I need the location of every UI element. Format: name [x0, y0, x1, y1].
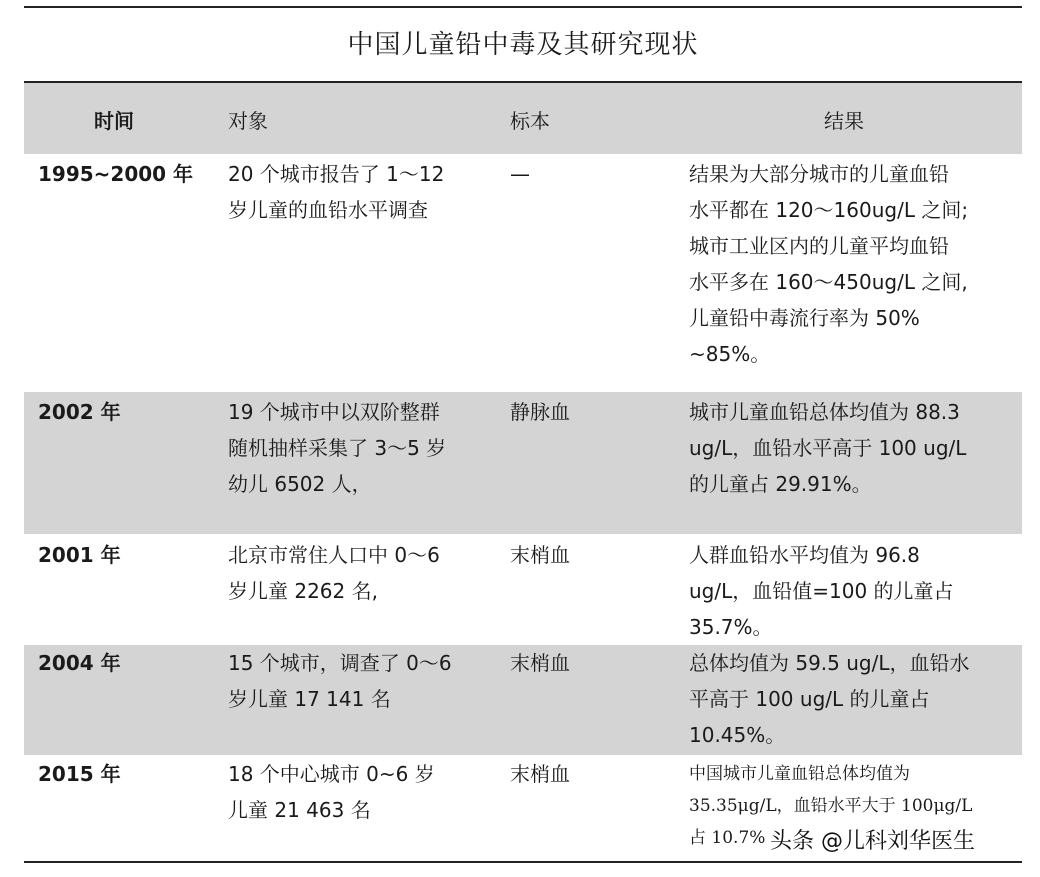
row-specimen: 末梢血 [510, 543, 570, 567]
row-result: 结果为大部分城市的儿童血铅 水平都在 120～160ug/L 之间; 城市工业区内的儿童平均血铅 水平多在 160～450ug/L 之间, 儿童铅中毒流行率为 50% ~85%。 [689, 162, 969, 366]
header-time: 时间 [94, 109, 134, 133]
row-specimen: 静脉血 [510, 400, 570, 424]
row-subject: 18 个中心城市 0~6 岁 儿童 21 463 名 [228, 762, 435, 822]
header-result: 结果 [824, 109, 864, 133]
table-row [24, 537, 1022, 643]
top-rule [24, 6, 1022, 8]
row-subject: 15 个城市，调查了 0～6 岁儿童 17 141 名 [228, 651, 452, 711]
watermark: 头条 @儿科刘华医生 [770, 829, 975, 854]
row-result: 人群血铅水平均值为 96.8 ug/L，血铅值=100 的儿童占 35.7%。 [689, 543, 954, 639]
row-subject: 北京市常住人口中 0～6 岁儿童 2262 名, [228, 543, 440, 603]
row-subject: 20 个城市报告了 1～12 岁儿童的血铅水平调查 [228, 162, 445, 222]
row-time: 2002 年 [38, 400, 121, 424]
row-specimen: — [510, 162, 530, 186]
table-row [24, 645, 1022, 755]
row-specimen: 末梢血 [510, 762, 570, 786]
table-row [24, 392, 1022, 534]
table-row [24, 154, 1022, 392]
row-time: 2015 年 [38, 762, 121, 786]
row-result: 总体均值为 59.5 ug/L，血铅水 平高于 100 ug/L 的儿童占 10.45%。 [689, 651, 970, 747]
row-result: 城市儿童血铅总体均值为 88.3 ug/L，血铅水平高于 100 ug/L 的儿童占 29.91%。 [689, 400, 967, 496]
header-row [24, 83, 1022, 154]
row-specimen: 末梢血 [510, 651, 570, 675]
row-subject: 19 个城市中以双阶整群 随机抽样采集了 3～5 岁 幼儿 6502 人， [228, 400, 447, 496]
bottom-rule [24, 861, 1022, 863]
header-subject: 对象 [228, 109, 268, 133]
header-specimen: 标本 [510, 109, 550, 133]
row-result: 中国城市儿童血铅总体均值为 35.35μg/L，血铅水平大于 100μg/L 占 10.7% [689, 764, 973, 848]
row-time: 2004 年 [38, 651, 121, 675]
row-time: 1995~2000 年 [38, 162, 194, 186]
row-time: 2001 年 [38, 543, 121, 567]
table-title: 中国儿童铅中毒及其研究现状 [347, 30, 699, 60]
